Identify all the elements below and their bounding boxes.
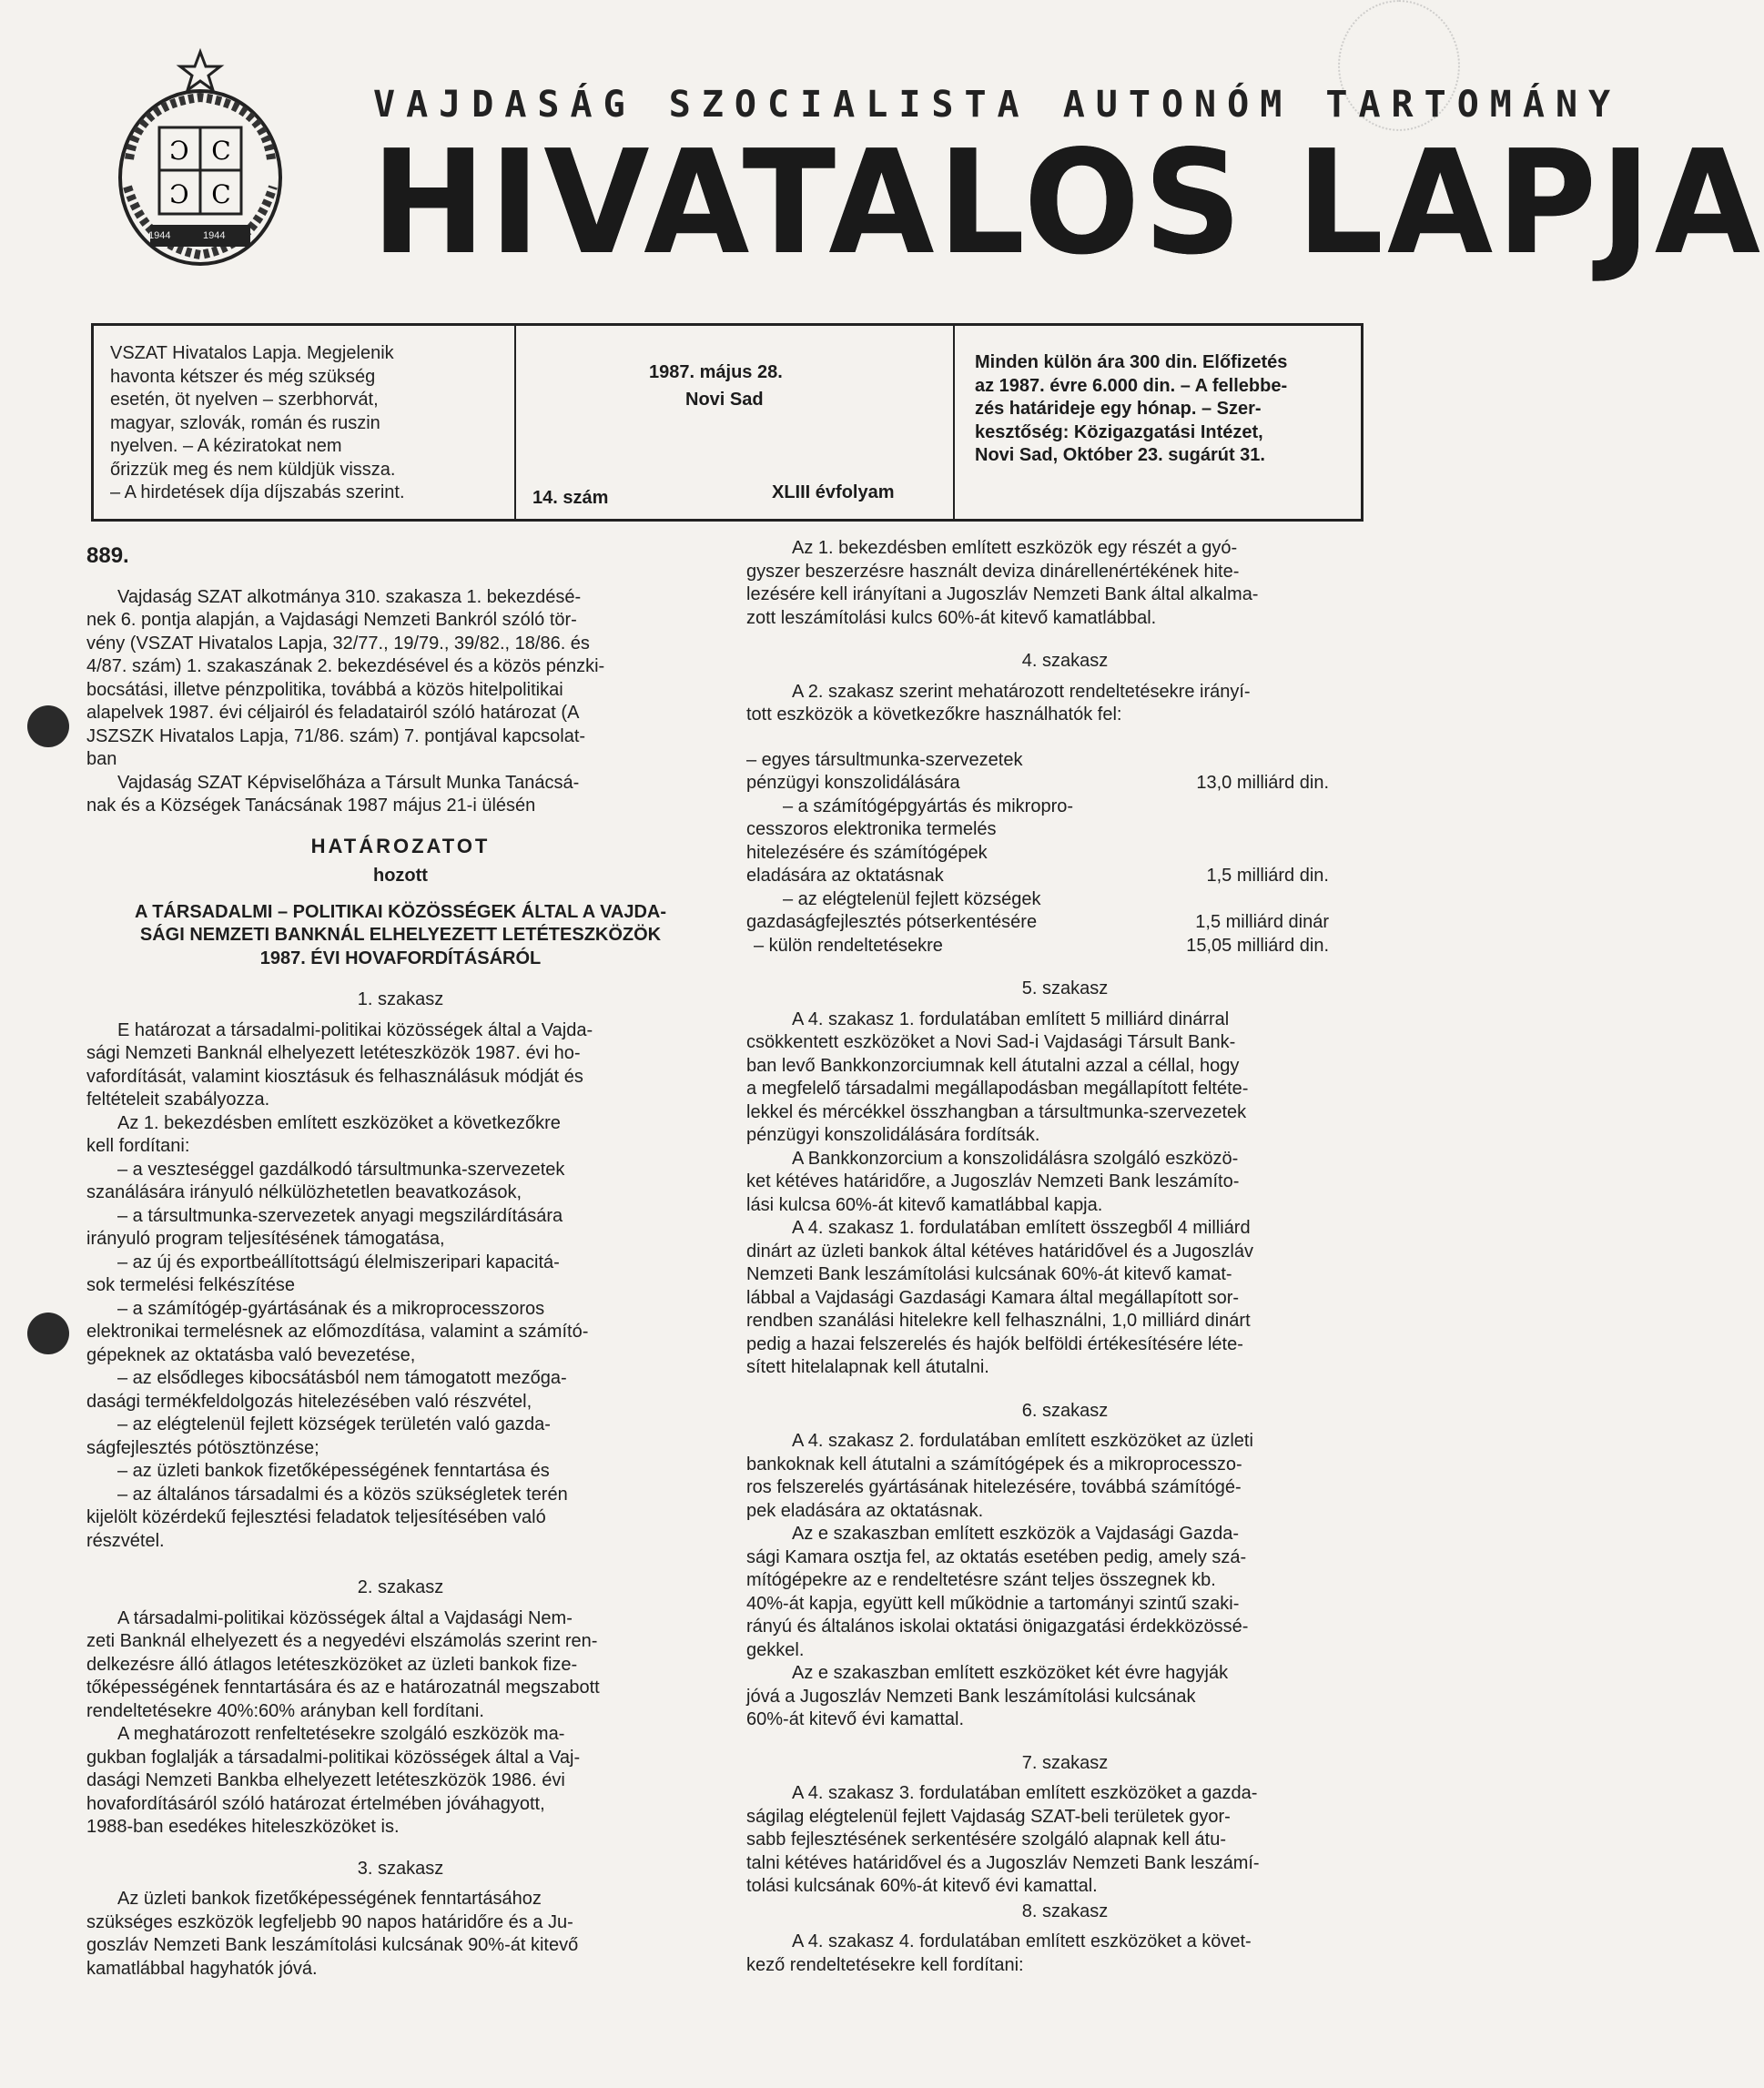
- text-line: lekkel és mércékkel összhangban a társultmunka-szervezetek: [746, 1101, 1247, 1122]
- decision-subheading: hozott: [373, 866, 428, 886]
- text-line: JSZSZK Hivatalos Lapja, 71/86. szám) 7. pontjával kapcsolat-: [86, 725, 586, 746]
- allocation-amount: 15,05 milliárd din.: [1186, 935, 1329, 956]
- text-line: – az új és exportbeállítottságú élelmiszeripari kapacitá-: [117, 1252, 560, 1272]
- section-3-body: [86, 1888, 715, 1981]
- issue-place: Novi Sad: [685, 390, 764, 410]
- text-line: pénzügyi konszolidálására: [746, 773, 960, 793]
- text-line: Vajdaság SZAT alkotmánya 310. szakasza 1. bekezdésé-: [117, 586, 582, 607]
- text-line: A Bankkonzorcium a konszolidálásra szolgáló eszközö-: [792, 1148, 1239, 1169]
- punch-hole: [27, 1313, 69, 1354]
- text-line: részvétel.: [86, 1530, 165, 1551]
- box-divider: [953, 326, 955, 519]
- allocation-amount: 13,0 milliárd din.: [1196, 773, 1329, 793]
- text-line: zeti Banknál elhelyezett és a negyedévi elszámolás szerint ren-: [86, 1631, 598, 1651]
- notice-line: esetén, öt nyelven – szerbhorvát,: [110, 390, 379, 410]
- text-line: ságilag elégtelenül fejlett Vajdaság SZAT-beli területek gyor-: [746, 1806, 1231, 1827]
- section-4-body: [746, 681, 1384, 727]
- text-line: kijelölt közérdekű fejlesztési feladatok teljesítésében való: [86, 1507, 546, 1527]
- allocation-item: [746, 935, 1329, 958]
- decision-title: [86, 901, 715, 971]
- allocation-row: [746, 935, 1329, 958]
- text-line: delkezésre álló átlagos letéteszközöket az üzleti bankok fize-: [86, 1654, 578, 1675]
- section-1-title: 1. szakasz: [357, 989, 444, 1009]
- text-line: tott eszközök a következőkre használhatók fel:: [746, 704, 1122, 725]
- text-line: tolási kulcsának 60%-át kitevő évi kamattal.: [746, 1876, 1098, 1896]
- text-line: Az 1. bekezdésben említett eszközöket a következőkre: [117, 1112, 561, 1133]
- text-line: vény (VSZAT Hivatalos Lapja, 32/77., 19/79., 39/82., 18/86. és: [86, 633, 590, 654]
- text-line: ban levő Bankkonzorciumnak kell átutalni azzal a céllal, hogy: [746, 1055, 1240, 1076]
- text-line: Az üzleti bankok fizetőképességének fenntartásához: [117, 1889, 542, 1909]
- title-line: 1987. ÉVI HOVAFORDÍTÁSÁRÓL: [259, 948, 542, 968]
- text-line: mítógépekre az e rendeltetésre szánt teljes összegnek kb.: [746, 1570, 1216, 1590]
- price-line: Novi Sad, Október 23. sugárút 31.: [975, 445, 1265, 465]
- text-line: bankoknak kell átutalni a számítógépek és a mikroprocesszo-: [746, 1454, 1242, 1475]
- price-line: zés határideje egy hónap. – Szer-: [975, 399, 1262, 419]
- text-line: A 2. szakasz szerint mehatározott rendeltetésekre irányí-: [792, 681, 1251, 702]
- text-line: A 4. szakasz 1. fordulatában említett összegből 4 milliárd: [792, 1218, 1251, 1238]
- text-line: talni kétéves határidővel és a Jugoszláv Nemzeti Bank leszámí-: [746, 1852, 1260, 1873]
- allocation-item: [746, 796, 1329, 888]
- notice-line: havonta kétszer és még szükség: [110, 366, 376, 387]
- text-line: alapelvek 1987. évi céljairól és feladatairól szóló határozat (A: [86, 703, 580, 723]
- notice-line: – A hirdetések díja díjszabás szerint.: [110, 482, 405, 502]
- section-5-body: [746, 1009, 1384, 1380]
- section-2-body: [86, 1607, 715, 1840]
- allocation-row: [746, 865, 1329, 888]
- intro-paragraph: [746, 537, 1384, 630]
- text-line: Az e szakaszban említett eszközöket két évre hagyják: [792, 1663, 1229, 1683]
- svg-text:Ɔ: Ɔ: [169, 179, 189, 209]
- text-line: kell fordítani:: [86, 1136, 190, 1156]
- assembly-text: [86, 772, 715, 818]
- text-line: rendben szanálási hitelekre kell felhasználni, 1,0 milliárd dinárt: [746, 1311, 1251, 1331]
- notice-line: őrizzük meg és nem küldjük vissza.: [110, 459, 396, 480]
- text-line: A meghatározott renfeltetésekre szolgáló eszközök ma-: [117, 1724, 565, 1744]
- text-line: zott leszámítolási kulcs 60%-át kitevő kamatlábbal.: [746, 607, 1157, 628]
- notice-line: magyar, szlovák, román és ruszin: [110, 412, 380, 433]
- text-line: Nemzeti Bank leszámítolási kulcsának 60%-át kitevő kamat-: [746, 1264, 1232, 1284]
- gazette-title: HIVATALOS LAPJA: [371, 120, 1764, 287]
- section-7-body: [746, 1782, 1384, 1899]
- text-line: lási kulcsa 60%-át kitevő kamatlábbal kapja.: [746, 1194, 1103, 1215]
- allocation-item: [746, 749, 1329, 796]
- notice-line: nyelven. – A kéziratokat nem: [110, 436, 342, 456]
- text-line: hitelezésére és számítógépek: [746, 842, 988, 863]
- text-line: – az elsődleges kibocsátásból nem támogatott mezőga-: [117, 1368, 567, 1388]
- section-6-body: [746, 1430, 1384, 1732]
- text-line: – az elégtelenül fejlett községek: [783, 888, 1041, 909]
- text-line: Vajdaság SZAT Képviselőháza a Társult Munka Tanácsá-: [117, 772, 580, 793]
- text-line: lábbal a Vajdasági Gazdasági Kamara által megállapított sor-: [746, 1287, 1240, 1308]
- text-line: sági Nemzeti Banknál elhelyezett letéteszközök 1987. évi ho-: [86, 1043, 581, 1063]
- text-line: pek eladására az oktatásnak.: [746, 1500, 984, 1521]
- allocation-item: [746, 888, 1329, 935]
- svg-text:C: C: [211, 136, 231, 166]
- box-divider: [514, 326, 516, 519]
- section-6-title: 6. szakasz: [1021, 1400, 1109, 1421]
- text-line: A 4. szakasz 4. fordulatában említett eszközöket a követ-: [792, 1931, 1252, 1951]
- text-line: bocsátási, illetve pénzpolitika, továbbá a közös hitelpolitikai: [86, 679, 563, 700]
- text-line: gekkel.: [746, 1639, 805, 1660]
- section-7-title: 7. szakasz: [1021, 1752, 1109, 1773]
- text-line: nak és a Községek Tanácsának 1987 május 21-i ülésén: [86, 796, 536, 816]
- price-line: kesztőség: Közigazgatási Intézet,: [975, 421, 1263, 442]
- coat-of-arms-emblem: [109, 50, 291, 269]
- emblem-year-left: 1944: [148, 230, 171, 241]
- text-line: jóvá a Jugoszláv Nemzeti Bank leszámítolási kulcsának: [746, 1686, 1196, 1707]
- text-line: rendeltetésekre 40%:60% arányban kell fordítani.: [86, 1700, 484, 1721]
- allocation-amount: 1,5 milliárd din.: [1206, 866, 1329, 886]
- text-line: sági Kamara osztja fel, az oktatás esetében pedig, amely szá-: [746, 1546, 1247, 1567]
- volume-number: XLIII évfolyam: [772, 482, 895, 502]
- section-8-title: 8. szakasz: [1021, 1900, 1109, 1921]
- text-line: – a veszteséggel gazdálkodó társultmunka-szervezetek: [117, 1159, 565, 1180]
- right-column: [746, 537, 1384, 1977]
- text-line: eladására az oktatásnak: [746, 866, 944, 886]
- issue-date: 1987. május 28.: [649, 362, 783, 382]
- left-column: [86, 537, 715, 1981]
- issue-number: 14. szám: [532, 488, 609, 508]
- text-line: ságfejlesztés pótösztönzése;: [86, 1437, 319, 1458]
- decision-heading: HATÁROZATOT: [310, 834, 491, 857]
- text-line: A 4. szakasz 3. fordulatában említett eszközöket a gazda-: [792, 1783, 1258, 1803]
- text-line: 4/87. szám) 1. szakaszának 2. bekezdésével és a közös pénzki-: [86, 656, 605, 676]
- allocation-row: [746, 772, 1329, 796]
- publication-notice: [110, 342, 511, 505]
- text-line: 60%-át kitevő évi kamattal.: [746, 1709, 964, 1729]
- title-line: A TÁRSADALMI – POLITIKAI KÖZÖSSÉGEK ÁLTAL A VAJDA-: [134, 901, 667, 922]
- notice-line: VSZAT Hivatalos Lapja. Megjelenik: [110, 343, 394, 363]
- text-line: 40%-át kapja, együtt kell működnie a tartományi szintű szaki-: [746, 1593, 1240, 1614]
- text-line: A 4. szakasz 2. fordulatában említett eszközöket az üzleti: [792, 1431, 1253, 1451]
- text-line: dasági Nemzeti Bankba elhelyezett letéteszközök 1986. évi: [86, 1770, 565, 1790]
- section-4-title: 4. szakasz: [1021, 651, 1109, 671]
- section-1-body: [86, 1019, 715, 1554]
- text-line: – egyes társultmunka-szervezetek: [746, 749, 1023, 770]
- text-line: ket kétéves határidőre, a Jugoszláv Nemzeti Bank leszámíto-: [746, 1171, 1240, 1191]
- text-line: – az általános társadalmi és a közös szükségletek terén: [117, 1484, 568, 1505]
- text-line: gazdaságfejlesztés pótserkentésére: [746, 912, 1038, 932]
- text-line: elektronikai termelésnek az előmozdítása, valamint a számító-: [86, 1322, 589, 1342]
- allocation-list: [746, 749, 1329, 958]
- text-line: cesszoros elektronika termelés: [746, 819, 997, 839]
- text-line: dinárt az üzleti bankok által kétéves határidővel és a Jugoszláv: [746, 1241, 1253, 1262]
- text-line: 1988-ban esedékes hiteleszközöket is.: [86, 1817, 400, 1837]
- allocation-amount: 1,5 milliárd dinár: [1195, 912, 1329, 932]
- text-line: dasági termékfeldolgozás hitelezésében való részvétel,: [86, 1391, 532, 1412]
- text-line: Az e szakaszban említett eszközök a Vajdasági Gazda-: [792, 1524, 1239, 1544]
- text-line: sok termelési felkészítése: [86, 1275, 295, 1295]
- text-line: goszláv Nemzeti Bank leszámítolási kulcsának 90%-át kitevő: [86, 1935, 579, 1955]
- text-line: csökkentett eszközöket a Novi Sad-i Vajdasági Társult Bank-: [746, 1032, 1236, 1052]
- section-5-title: 5. szakasz: [1021, 978, 1109, 998]
- document-number: 889.: [86, 543, 129, 568]
- text-line: kamatlábbal hagyhatók jóvá.: [86, 1958, 318, 1979]
- price-line: az 1987. évre 6.000 din. – A fellebbe-: [975, 375, 1288, 396]
- publication-info-box: [91, 323, 1364, 522]
- punch-hole: [27, 705, 69, 747]
- text-line: szanálására irányuló nélkülözhetetlen beavatkozások,: [86, 1182, 522, 1202]
- text-line: sített hitelalapnak kell átutalni.: [746, 1357, 989, 1377]
- emblem-year-right: 1944: [203, 230, 226, 241]
- svg-text:Ɔ: Ɔ: [169, 136, 189, 166]
- text-line: kező rendeltetésekre kell fordítani:: [746, 1954, 1024, 1975]
- preamble: [86, 586, 718, 772]
- text-line: – külön rendeltetésekre: [754, 935, 943, 956]
- text-line: gyszer beszerzésre használt deviza dinárellenértékének hite-: [746, 561, 1240, 582]
- state-title: VAJDASÁG SZOCIALISTA AUTONÓM TARTOMÁNY: [373, 84, 1622, 126]
- text-line: hovafordításáról szóló határozat értelmében jóváhagyott,: [86, 1793, 545, 1814]
- text-line: vafordítását, valamint kiosztásuk és felhasználásuk módját és: [86, 1066, 583, 1087]
- text-line: nek 6. pontja alapján, a Vajdasági Nemzeti Bankról szóló tör-: [86, 610, 577, 630]
- text-line: a megfelelő társadalmi megállapodásban megállapított feltéte-: [746, 1079, 1249, 1099]
- text-line: E határozat a társadalmi-politikai közösségek által a Vajda-: [117, 1019, 593, 1040]
- text-line: ros felszerelés gyártásának hitelezésére, továbbá számítógé-: [746, 1477, 1242, 1497]
- section-3-title: 3. szakasz: [357, 1858, 444, 1879]
- text-line: – a társultmunka-szervezetek anyagi megszilárdítására: [117, 1205, 563, 1226]
- text-line: – a számítógép-gyártásának és a mikroprocesszoros: [117, 1298, 545, 1319]
- text-line: szükséges eszközök legfeljebb 90 napos határidőre és a Ju-: [86, 1911, 573, 1932]
- text-line: Az 1. bekezdésben említett eszközök egy részét a gyó-: [792, 538, 1238, 558]
- text-line: lezésére kell irányítani a Jugoszláv Nemzeti Bank által alkalma-: [746, 584, 1259, 604]
- text-line: gukban foglalják a társadalmi-politikai közösségek által a Vaj-: [86, 1747, 581, 1768]
- text-line: A társadalmi-politikai közösségek által a Vajdasági Nem-: [117, 1607, 573, 1628]
- text-line: – az elégtelenül fejlett községek területén való gazda-: [117, 1414, 551, 1434]
- svg-text:C: C: [211, 179, 231, 209]
- text-line: feltételeit szabályozza.: [86, 1090, 270, 1110]
- text-line: tőképességének fenntartására és az e határozatnál megszabott: [86, 1677, 600, 1698]
- text-line: rányú és általános iskolai oktatási önigazgatási érdekközössé-: [746, 1617, 1249, 1637]
- text-line: sabb fejlesztésének serkentésére szolgáló alapnak kell átu-: [746, 1830, 1226, 1850]
- title-line: SÁGI NEMZETI BANKNÁL ELHELYEZETT LETÉTESZKÖZÖK: [139, 925, 662, 945]
- text-line: A 4. szakasz 1. fordulatában említett 5 milliárd dinárral: [792, 1009, 1230, 1029]
- text-line: gépeknek az oktatásba való bevezetése,: [86, 1344, 416, 1365]
- price-line: Minden külön ára 300 din. Előfizetés: [975, 352, 1288, 372]
- section-2-title: 2. szakasz: [357, 1577, 444, 1597]
- allocation-row: [746, 911, 1329, 935]
- text-line: irányuló program teljesítésének támogatása,: [86, 1229, 445, 1249]
- text-line: pedig a hazai felszerelés és hajók belföldi értékesítésére léte-: [746, 1333, 1243, 1354]
- price-and-editorial-info: [975, 351, 1357, 468]
- text-line: – a számítógépgyártás és mikropro-: [783, 796, 1074, 816]
- text-line: – az üzleti bankok fizetőképességének fenntartása és: [117, 1461, 550, 1481]
- text-line: pénzügyi konszolidálására fordítsák.: [746, 1125, 1040, 1145]
- section-8-body: [746, 1931, 1384, 1977]
- text-line: ban: [86, 749, 117, 769]
